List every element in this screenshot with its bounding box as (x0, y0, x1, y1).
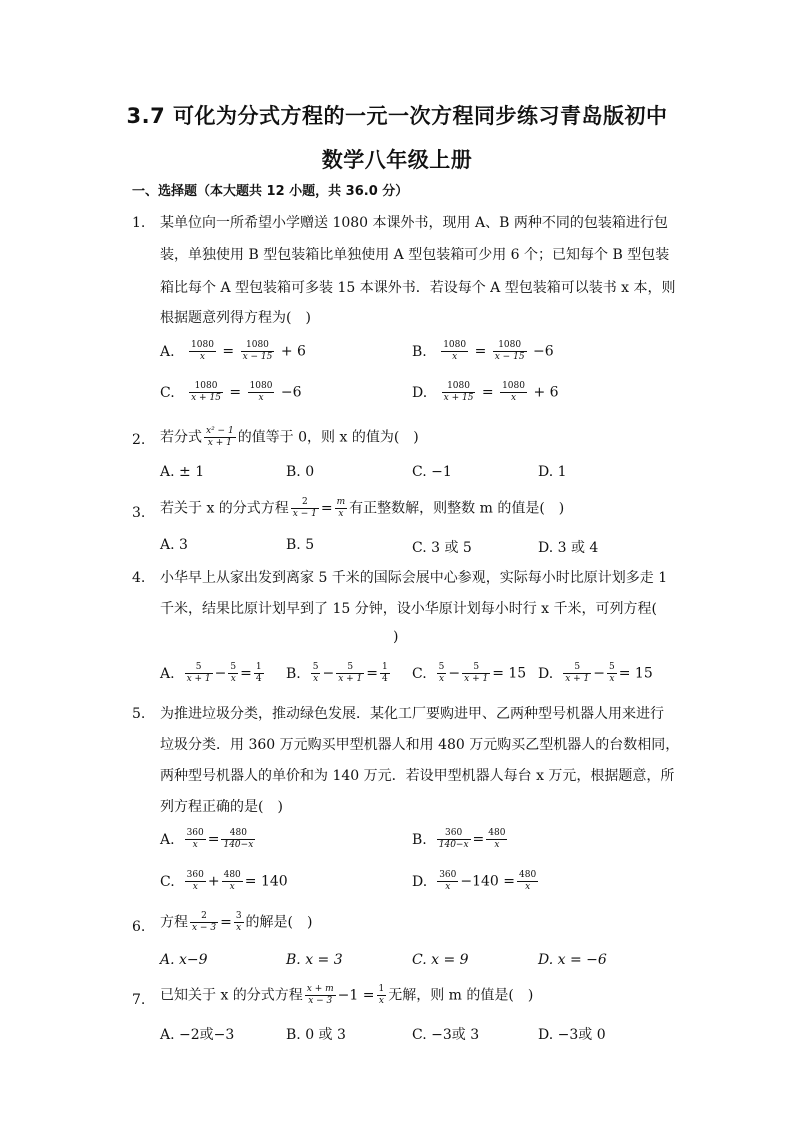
question-3-option-a[interactable]: A. 3 (160, 537, 188, 553)
document-title-line2: 数学八年级上册 (321, 148, 473, 172)
question-5-line-3: 两种型号机器人的单价和为 140 万元．若设甲型机器人每台 x 万元，根据题意，所 (160, 768, 675, 784)
document-title-line1: 3.7 可化为分式方程的一元一次方程同步练习青岛版初中 (126, 104, 668, 128)
fraction: $\frac{480}{x}$ (223, 870, 241, 892)
fraction: $\frac{5}{x + 1}$ (464, 662, 489, 684)
question-7-number: 7. (132, 992, 146, 1008)
fraction: $\frac{1080}{x + 15}$ (191, 381, 221, 403)
fraction: $\frac{360}{x}$ (186, 870, 204, 892)
question-7-option-b[interactable]: B. 0 或 3 (286, 1027, 346, 1043)
question-4-option-a[interactable]: A. $\frac{5}{x + 1}$ − $\frac{5}{x}$ = $\frac{1}{4}$ (160, 662, 262, 684)
fraction: $\frac{1080}{x}$ (191, 340, 214, 362)
question-7-stem: 已知关于 x 的分式方程 $\frac{x + m}{x - 3}$ −1 = $\frac{1}{x}$ 无解，则 m 的值是( ) (160, 984, 534, 1006)
question-1-option-d[interactable]: D. $\frac{1080}{x + 15}$ = $\frac{1080}{x}$ + 6 (412, 381, 559, 403)
question-5-line-1: 为推进垃圾分类，推动绿色发展．某化工厂要购进甲、乙两种型号机器人用来进行 (160, 706, 664, 722)
question-1-option-b[interactable]: B. $\frac{1080}{x}$ = $\frac{1080}{x - 15}$ −6 (412, 340, 554, 362)
question-2-stem: 若分式 $\frac{\text{x² − 1}}{x + 1}$ 的值等于 0，则 x 的值为( ) (160, 426, 419, 448)
question-5-option-a[interactable]: A. $\frac{360}{x}$ = $\frac{480}{140-x}$ (160, 828, 254, 850)
question-2-option-a[interactable]: A. ± 1 (160, 464, 205, 480)
fraction: $\frac{360}{x}$ (186, 828, 204, 850)
question-2-number: 2. (132, 432, 146, 448)
fraction: $\frac{2}{x - 3}$ (192, 911, 217, 933)
fraction: $\frac{480}{140-x}$ (223, 828, 254, 850)
fraction: $\frac{2}{x - 1}$ (292, 497, 317, 519)
question-3-stem: 若关于 x 的分式方程 $\frac{2}{x - 1}$ = $\frac{m}{x}$ 有正整数解，则整数 m 的值是( ) (160, 497, 565, 519)
question-1-number: 1. (132, 215, 146, 231)
question-4-number: 4. (132, 570, 146, 586)
fraction: $\frac{480}{x}$ (488, 828, 506, 850)
question-1-line-2: 装，单独使用 B 型包装箱比单独使用 A 型包装箱可少用 6 个；已知每个 B 型包装 (160, 247, 670, 263)
question-1-line-4: 根据题意列得方程为( ) (160, 310, 311, 326)
fraction: $\frac{480}{x}$ (519, 870, 537, 892)
question-3-option-c[interactable]: C. 3 或 5 (412, 540, 472, 556)
question-1-line-3: 箱比每个 A 型包装箱可多装 15 本课外书．若设每个 A 型包装箱可以装书 x 本，则 (160, 280, 676, 296)
question-4-option-d[interactable]: D. $\frac{5}{x + 1}$ − $\frac{5}{x}$ = 15 (538, 662, 653, 684)
question-2-option-d[interactable]: D. 1 (538, 464, 567, 480)
fraction: $\frac{1}{x}$ (378, 984, 385, 1006)
fraction: $\frac{1}{4}$ (255, 662, 262, 684)
fraction: $\frac{360}{140-x}$ (438, 828, 469, 850)
fraction: $\frac{1080}{x + 15}$ (443, 381, 474, 403)
fraction: $\frac{3}{x}$ (235, 911, 242, 933)
question-4-closing-paren: ) (393, 629, 399, 645)
fraction: $\frac{360}{x}$ (439, 870, 457, 892)
section-heading: 一、选择题（本大题共 12 小题，共 36.0 分） (132, 184, 409, 199)
fraction: $\frac{1080}{x}$ (249, 381, 273, 403)
fraction: $\frac{5}{x}$ (230, 662, 237, 684)
fraction: $\frac{x + m}{x - 3}$ (306, 984, 334, 1006)
question-6-stem: 方程 $\frac{2}{x - 3}$ = $\frac{3}{x}$ 的解是( ) (160, 911, 313, 933)
fraction: $\frac{5}{x + 1}$ (338, 662, 363, 684)
fraction: $\frac{1080}{x}$ (443, 340, 467, 362)
question-1-option-c[interactable]: C. $\frac{1080}{x + 15}$ = $\frac{1080}{x}$ −6 (160, 381, 302, 403)
question-2-option-b[interactable]: B. 0 (286, 464, 315, 480)
question-5-line-4: 列方程正确的是( ) (160, 799, 283, 815)
fraction: $\frac{1080}{x - 15}$ (242, 340, 273, 362)
question-3-option-d[interactable]: D. 3 或 4 (538, 540, 599, 556)
question-5-option-d[interactable]: D. $\frac{360}{x}$ −140 = $\frac{480}{x}$ (412, 870, 537, 892)
question-3-number: 3. (132, 505, 146, 521)
question-5-option-c[interactable]: C. $\frac{360}{x}$ + $\frac{480}{x}$ = 140 (160, 870, 288, 892)
question-7-option-d[interactable]: D. −3或 0 (538, 1027, 606, 1043)
fraction: $\frac{1080}{x - 15}$ (494, 340, 525, 362)
question-4-line-1: 小华早上从家出发到离家 5 千米的国际会展中心参观，实际每小时比原计划多走 1 (160, 570, 668, 586)
question-1-option-a[interactable]: A. $\frac{1080}{x}$ = $\frac{1080}{x - 15}$ + 6 (160, 340, 306, 362)
fraction: $\frac{5}{x + 1}$ (565, 662, 590, 684)
fraction: $\frac{5}{x}$ (312, 662, 319, 684)
question-4-option-b[interactable]: B. $\frac{5}{x}$ − $\frac{5}{x + 1}$ = $\frac{1}{4}$ (286, 662, 388, 684)
question-6-option-d[interactable]: D. x = −6 (538, 952, 607, 968)
question-6-option-b[interactable]: B. x = 3 (286, 952, 343, 968)
question-4-option-c[interactable]: C. $\frac{5}{x}$ − $\frac{5}{x + 1}$ = 15 (412, 662, 527, 684)
question-6-option-c[interactable]: C. x = 9 (412, 952, 469, 968)
question-2-option-c[interactable]: C. −1 (412, 464, 452, 480)
question-5-line-2: 垃圾分类．用 360 万元购买甲型机器人和用 480 万元购买乙型机器人的台数相同， (160, 737, 680, 753)
fraction: $\frac{\text{x² − 1}}{x + 1}$ (206, 426, 234, 448)
fraction: $\frac{5}{x}$ (438, 662, 445, 684)
fraction: $\frac{m}{x}$ (336, 497, 346, 519)
question-1-line-1: 某单位向一所希望小学赠送 1080 本课外书，现用 A、B 两种不同的包装箱进行包 (160, 215, 668, 231)
question-5-option-b[interactable]: B. $\frac{360}{140-x}$ = $\frac{480}{x}$ (412, 828, 506, 850)
fraction: $\frac{1080}{x}$ (502, 381, 525, 403)
question-6-option-a[interactable]: A. x−9 (160, 952, 208, 968)
question-4-line-2: 千米，结果比原计划早到了 15 分钟，设小华原计划每小时行 x 千米，可列方程( (160, 601, 657, 617)
question-7-option-c[interactable]: C. −3或 3 (412, 1027, 480, 1043)
fraction: $\frac{1}{4}$ (382, 662, 388, 684)
question-3-option-b[interactable]: B. 5 (286, 537, 315, 553)
question-5-number: 5. (132, 706, 146, 722)
fraction: $\frac{5}{x + 1}$ (186, 662, 211, 684)
fraction: $\frac{5}{x}$ (609, 662, 615, 684)
question-6-number: 6. (132, 919, 146, 935)
question-7-option-a[interactable]: A. −2或−3 (160, 1027, 235, 1043)
